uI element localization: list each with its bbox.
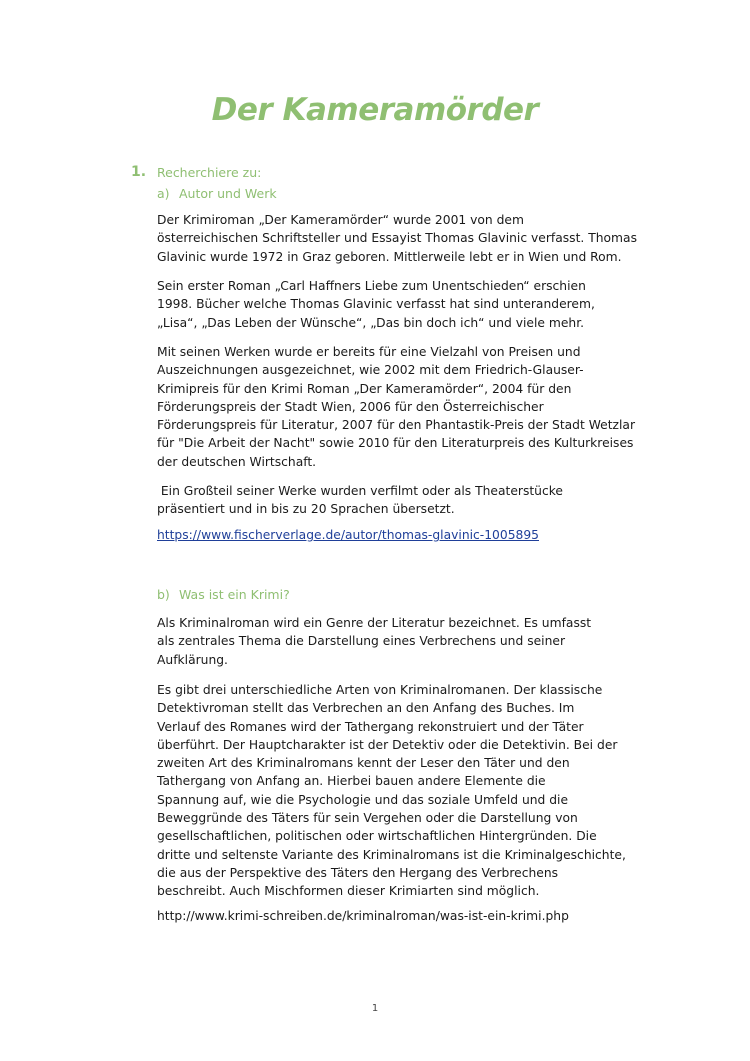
text-line: Als Kriminalroman wird ein Genre der Literatur bezeichnet. Es umfasst: [157, 616, 592, 630]
list-number: 1.: [131, 164, 147, 180]
text-line: gesellschaftlichen, politischen oder wirtschaftlichen Hintergründen. Die: [157, 829, 597, 844]
text-line: „Lisa“, „Das Leben der Wünsche“, „Das bin doch ich“ und viele mehr.: [157, 315, 585, 330]
section-b-heading: [157, 587, 290, 602]
text-line: Verlauf des Romanes wird der Tathergang rekonstruiert und der Täter: [157, 719, 584, 734]
document-title: Der Kameramörder: [211, 92, 539, 128]
section-a-letter: a): [157, 186, 170, 201]
section-a-paragraph-3: [157, 343, 635, 471]
section-a-title: Autor und Werk: [179, 186, 277, 201]
text-line: Krimipreis für den Krimi Roman „Der Kameramörder“, 2004 für den: [157, 381, 572, 396]
text-line: Der Krimiroman „Der Kameramörder“ wurde 2001 von dem: [157, 213, 524, 227]
text-line: Auszeichnungen ausgezeichnet, wie 2002 mit dem Friedrich-Glauser-: [157, 363, 584, 378]
krimi-source-url: http://www.krimi-schreiben.de/kriminalroman/was-ist-ein-krimi.php: [157, 909, 569, 923]
text-line: die aus der Perspektive des Täters den Hergang des Verbrechens: [157, 865, 559, 880]
text-line: Aufklärung.: [157, 652, 228, 667]
section-a-paragraph-2: [157, 277, 627, 332]
section-b-title: Was ist ein Krimi?: [179, 587, 290, 602]
text-line: Es gibt drei unterschiedliche Arten von Kriminalromanen. Der klassische: [157, 683, 603, 697]
page-number: 1: [371, 1003, 379, 1014]
author-source-link[interactable]: https://www.fischerverlage.de/autor/thomas-glavinic-1005895: [157, 528, 539, 542]
text-line: der deutschen Wirtschaft.: [157, 454, 317, 469]
text-line: präsentiert und in bis zu 20 Sprachen übersetzt.: [157, 502, 455, 517]
list-label: Recherchiere zu:: [157, 165, 262, 180]
text-line: Ein Großteil seiner Werke wurden verfilmt oder als Theaterstücke: [157, 484, 563, 498]
text-line: Tathergang von Anfang an. Hierbei bauen andere Elemente die: [157, 774, 546, 789]
text-line: beschreibt. Auch Mischformen dieser Krimiarten sind möglich.: [157, 884, 540, 899]
text-line: als zentrales Thema die Darstellung eines Verbrechens und seiner: [157, 634, 565, 649]
text-line: Spannung auf, wie die Psychologie und das soziale Umfeld und die: [157, 792, 569, 807]
text-line: zweiten Art des Kriminalromans kennt der Leser den Täter und den: [157, 756, 570, 771]
text-line: Detektivroman stellt das Verbrechen an den Anfang des Buches. Im: [157, 701, 575, 716]
text-line: Mit seinen Werken wurde er bereits für eine Vielzahl von Preisen und: [157, 345, 581, 359]
section-a-heading: [157, 186, 277, 201]
text-line: Glavinic wurde 1972 in Graz geboren. Mittlerweile lebt er in Wien und Rom.: [157, 249, 622, 264]
section-a-paragraph-4: [157, 482, 627, 519]
section-b-paragraph-2: [157, 681, 627, 901]
text-line: Beweggründe des Täters für sein Vergehen oder die Darstellung von: [157, 811, 578, 826]
section-a-paragraph-1: [157, 211, 637, 266]
text-line: Förderungspreis der Stadt Wien, 2006 für den Österreichischer: [157, 399, 544, 414]
text-line: Förderungspreis für Literatur, 2007 für den Phantastik-Preis der Stadt Wetzlar: [157, 418, 635, 433]
text-line: 1998. Bücher welche Thomas Glavinic verfasst hat sind unteranderem,: [157, 297, 595, 312]
text-line: überführt. Der Hauptcharakter ist der Detektiv oder die Detektivin. Bei der: [157, 737, 618, 752]
text-line: für "Die Arbeit der Nacht" sowie 2010 für den Literaturpreis des Kulturkreises: [157, 436, 634, 451]
text-line: Sein erster Roman „Carl Haffners Liebe zum Unentschieden“ erschien: [157, 279, 586, 293]
text-line: dritte und seltenste Variante des Kriminalromans ist die Kriminalgeschichte,: [157, 847, 626, 862]
text-line: österreichischen Schriftsteller und Essayist Thomas Glavinic verfasst. Thomas: [157, 231, 637, 246]
section-b-letter: b): [157, 587, 170, 602]
section-b-paragraph-1: [157, 614, 627, 669]
